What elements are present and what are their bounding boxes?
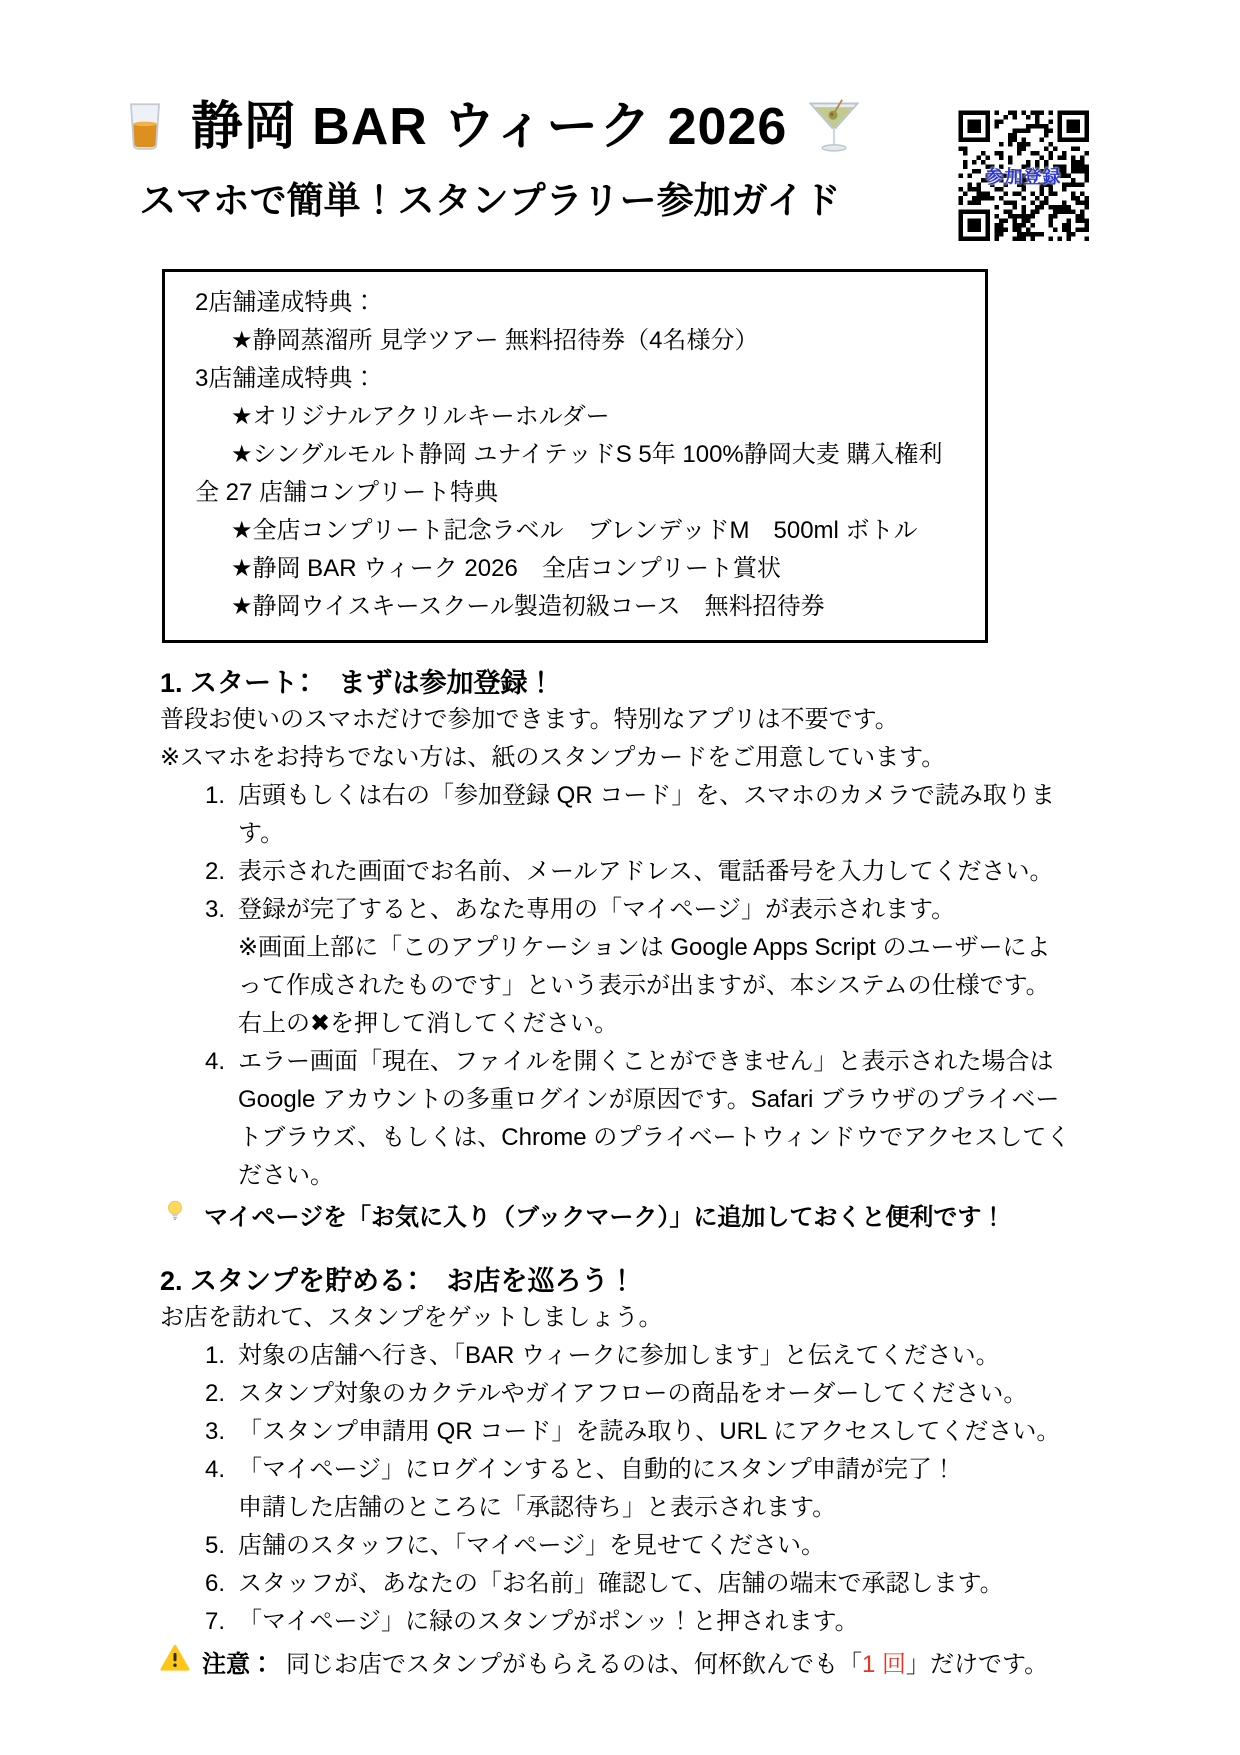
perk-line: 2店舗達成特典： — [195, 289, 377, 316]
page-subtitle: スマホで簡単！スタンプラリー参加ガイド — [139, 180, 841, 221]
page-title: 静岡 BAR ウィーク 2026 — [190, 98, 788, 156]
item-number: 7. — [205, 1608, 226, 1635]
item-text: スタンプ対象のカクテルやガイアフローの商品をオーダーしてください。 — [238, 1380, 1028, 1407]
section2-list — [160, 1337, 1240, 1641]
section-stamps — [160, 1263, 1240, 1681]
perk-line: ★静岡ウイスキースクール製造初級コース 無料招待券 — [231, 593, 825, 620]
warning-post: 」だけです。 — [906, 1650, 1049, 1678]
qr-overlay-label: 参加登録 — [985, 166, 1062, 187]
perk-line: ★全店コンプリート記念ラベル ブレンデッドM 500ml ボトル — [231, 517, 918, 544]
item-number: 3. — [205, 1418, 226, 1445]
warning-highlight: 1 回 — [862, 1650, 907, 1678]
perk-line: ★オリジナルアクリルキーホルダー — [231, 403, 610, 430]
cocktail-glass-icon — [805, 98, 863, 156]
list-item — [160, 1527, 1240, 1565]
warning-label: 注意： — [202, 1650, 274, 1678]
perk-line: 全 27 店舗コンプリート特典 — [195, 479, 499, 506]
section1-intro-1: 普段お使いのスマホだけで参加できます。特別なアプリは不要です。 — [160, 706, 899, 733]
warning-text — [286, 1644, 1048, 1679]
section1-list — [160, 777, 1240, 1195]
item-text: 「マイページ」に緑のスタンプがポンッ！と押されます。 — [238, 1608, 859, 1635]
lightbulb-icon — [162, 1198, 188, 1231]
tip-row — [162, 1195, 1240, 1233]
item-number: 6. — [205, 1570, 226, 1597]
list-item — [160, 1603, 1240, 1641]
list-item — [160, 1565, 1240, 1603]
item-text: 店頭もしくは右の「参加登録 QR コード」を、スマホのカメラで読み取りま す。 — [238, 782, 1055, 847]
item-number: 1. — [205, 1342, 226, 1369]
perk-line: 3店舗達成特典： — [195, 365, 377, 392]
item-number: 4. — [205, 1456, 226, 1483]
list-item — [160, 1451, 1240, 1527]
section1-heading: 1. スタート： まずは参加登録！ — [160, 668, 555, 698]
list-item — [160, 1375, 1240, 1413]
item-text: エラー画面「現在、ファイルを開くことができません」と表示された場合は Google アカウントの多重ログインが原因です。Safari ブラウザのプライベー トブラウズ、もしくは、Chrome のプライベートウィンドウでアクセスしてく ださい。 — [238, 1048, 1071, 1189]
warning-pre: 同じお店でスタンプがもらえるのは、何杯飲んでも「 — [286, 1650, 862, 1678]
item-text: 表示された画面でお名前、メールアドレス、電話番号を入力してください。 — [238, 858, 1054, 885]
registration-qr-code — [958, 110, 1089, 241]
item-text: 「マイページ」にログインすると、自動的にスタンプ申請が完了！ 申請した店舗のところに「承認待ち」と表示されます。 — [238, 1456, 956, 1521]
list-item — [160, 853, 1240, 891]
item-text: 「スタンプ申請用 QR コード」を読み取り、URL にアクセスしてください。 — [238, 1418, 1061, 1445]
list-item — [160, 1413, 1240, 1451]
list-item — [160, 1043, 1240, 1195]
section1-intro-2: ※スマホをお持ちでない方は、紙のスタンプカードをご用意しています。 — [160, 744, 946, 771]
whisky-tumbler-icon — [117, 99, 173, 155]
item-number: 2. — [205, 858, 226, 885]
perk-line: ★シングルモルト静岡 ユナイテッドS 5年 100%静岡大麦 購入権利 — [231, 441, 943, 468]
header — [0, 95, 980, 225]
perk-line: ★静岡 BAR ウィーク 2026 全店コンプリート賞状 — [231, 555, 781, 582]
perk-line: ★静岡蒸溜所 見学ツアー 無料招待券（4名様分） — [231, 327, 759, 354]
page-title-row — [0, 95, 980, 159]
section2-heading: 2. スタンプを貯める： お店を巡ろう！ — [160, 1266, 636, 1296]
item-text: スタッフが、あなたの「お名前」確認して、店舗の端末で承認します。 — [238, 1570, 1004, 1597]
perks-box — [162, 269, 988, 643]
tip-text: マイページを「お気に入り（ブックマーク）」に追加しておくと便利です！ — [204, 1203, 1006, 1231]
item-number: 2. — [205, 1380, 226, 1407]
qr-pattern — [958, 110, 1089, 241]
section2-intro: お店を訪れて、スタンプをゲットしましょう。 — [160, 1304, 663, 1331]
item-text: 対象の店舗へ行き、「BAR ウィークに参加します」と伝えてください。 — [238, 1342, 1000, 1369]
section-start — [160, 665, 1240, 1233]
item-number: 3. — [205, 896, 226, 923]
warning-row — [160, 1641, 1240, 1681]
item-number: 5. — [205, 1532, 226, 1559]
list-item — [160, 891, 1240, 1043]
warning-icon — [160, 1644, 190, 1679]
item-text: 店舗のスタッフに、「マイページ」を見せてください。 — [238, 1532, 826, 1559]
list-item — [160, 1337, 1240, 1375]
list-item — [160, 777, 1240, 853]
item-text: 登録が完了すると、あなた専用の「マイページ」が表示されます。 ※画面上部に「このアプリケーションは Google Apps Script のユーザーによ って作成されたものです」という表示が出ますが、本システムの仕様です。 右上の✖を押して消してください。 — [238, 896, 1051, 1037]
item-number: 1. — [205, 782, 226, 809]
item-number: 4. — [205, 1048, 226, 1075]
